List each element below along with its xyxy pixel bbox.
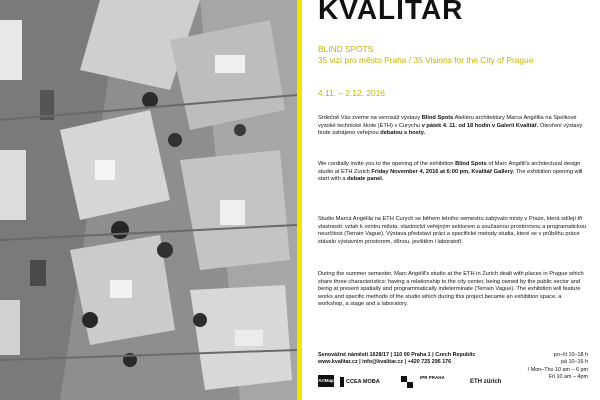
hours-line: po–čt 10–18 h (553, 352, 588, 358)
english-invitation (318, 161, 588, 184)
czech-invitation (318, 115, 588, 138)
ccea-moba-logo: CCEA MOBA (346, 379, 380, 385)
gallery-address: Senovážné náměstí 1628/17 | 110 00 Praha 1 | Czech Republic (318, 352, 476, 358)
cz-invite-text: Ateliéru architektury Marca Angélila na Spolkové vysoké technické škole (ETH) v Curychu (318, 115, 577, 129)
exhibition-subtitle: 35 vizí pro město Praha / 35 Visions for the City of Prague (318, 55, 534, 65)
cz-invite-bold: Blind Spots (421, 115, 454, 121)
yellow-divider-stripe (297, 0, 302, 400)
en-invite-bold: Blind Spots (455, 161, 487, 167)
ccea-mark-icon (340, 377, 344, 387)
exhibition-dates: 4.11. – 2.12. 2016 (318, 88, 385, 98)
partner-logos (318, 375, 588, 389)
hours-line: Fri 10 am – 4pm (548, 374, 588, 381)
hours-line: / Mon–Thu 10 am – 6 pm (527, 366, 588, 373)
studio-photo (0, 0, 297, 400)
english-description: During the summer semester, Marc Angélil's studio at the ETH in Zurich dealt with places in Prague which share three characteristics: having a relationship to the city center, being owned by the public sector and being at present spatially and programmatically indeterminate (Terrain Vague). The exhibition will feature works and specific methods of the studio which during this project became an exhibition space, a workshop, a stage and a laboratory. (318, 271, 584, 308)
cz-invite-bold: debatou s hosty. (380, 130, 426, 137)
ipr-praha-logo: IPR PRAHA (420, 375, 445, 380)
cz-invite-bold: v pátek 4. 11. od 18 hodin v Galerii Kvalitář. (421, 122, 539, 129)
invitation-content (318, 0, 588, 400)
en-invite-text: of Marc Angélil's architectural design studio at ETH Zurich (318, 161, 581, 175)
cz-invite-text: Otevření výstavy bude zahájeno veřejnou (318, 122, 583, 137)
en-invite-bold: Friday November 4, 2016 at 6:00 pm, Kvalitář Gallery. (371, 168, 515, 175)
kvalitar-logo: KVALITAR (318, 0, 464, 25)
eth-zurich-logo: ETH zürich (470, 379, 502, 385)
ipr-square-icon (407, 382, 413, 388)
en-invite-bold: debate panel. (347, 176, 384, 183)
en-invite-text: The exhibition opening will start with a (318, 168, 583, 183)
exhibition-title: BLIND SPOTS (318, 44, 374, 54)
en-invite-text: We cordially invite you to the opening of the exhibition (318, 161, 456, 167)
gallery-contact[interactable]: www.kvalitar.cz | info@kvalitar.cz | +420 725 296 176 (318, 359, 452, 366)
artmap-logo: ArtMap (318, 375, 334, 387)
hours-line: pá 10–16 h (561, 359, 588, 366)
exhibition-title-block (318, 44, 588, 66)
czech-description: Studio Marca Angélila na ETH Curych se během letního semestru zabývalo místy v Praze, která sdílejí tři vlastnosti: vztah k centru města, vlastnictví veřejným sektorem a současnou prostorovou a programatickou neurčitost (Terrain Vague). Výstava představí práci a specifické metody studia, které se v průběhu práce stávalo výstavním prostorem, dílnou, jevištěm i laboratoří. (318, 216, 587, 245)
cz-invite-text: Srdečně Vás zveme na vernisáž výstavy (318, 115, 422, 121)
